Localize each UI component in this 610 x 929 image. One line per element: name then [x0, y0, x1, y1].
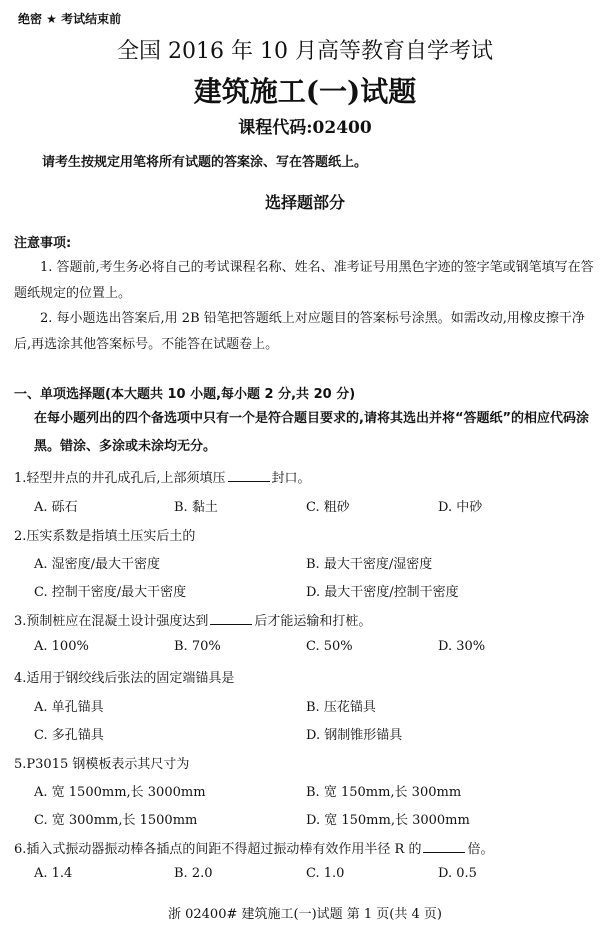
option-c: C. 粗砂	[306, 500, 350, 515]
option-c: C. 50%	[306, 639, 353, 654]
option-c: C. 多孔锚具	[34, 728, 104, 743]
option-a: A. 100%	[34, 639, 89, 654]
option-a: A. 1.4	[34, 866, 73, 881]
stem-text: 倍。	[467, 842, 494, 857]
option-b: B. 最大干密度/湿密度	[306, 557, 433, 572]
option-d: D. 最大干密度/控制干密度	[306, 585, 459, 600]
option-c: C. 宽 300mm,长 1500mm	[34, 813, 198, 828]
note-item-1	[14, 255, 598, 307]
option-b: B. 黏土	[174, 500, 218, 515]
stem-text: 封口。	[271, 471, 311, 486]
question-4-stem: 4.适用于钢绞线后张法的固定端锚具是	[14, 671, 235, 686]
option-b: B. 压花锚具	[306, 700, 376, 715]
question-6-stem	[14, 838, 493, 857]
option-c: C. 控制干密度/最大干密度	[34, 585, 187, 600]
option-d: D. 宽 150mm,长 3000mm	[306, 813, 470, 828]
option-a: A. 湿密度/最大干密度	[34, 557, 161, 572]
option-b: B. 70%	[174, 639, 221, 654]
question-1-stem	[14, 467, 311, 486]
answer-blank	[423, 840, 465, 853]
stem-text: 后才能运输和打桩。	[254, 614, 372, 629]
option-a: A. 单孔锚具	[34, 700, 104, 715]
answer-instruction: 请考生按规定用笔将所有试题的答案涂、写在答题纸上。	[42, 155, 368, 170]
page-footer: 浙 02400# 建筑施工(一)试题 第 1 页(共 4 页)	[167, 907, 442, 922]
answer-blank	[228, 469, 270, 482]
stem-text: 6.插入式振动器振动棒各插点的间距不得超过振动棒有效作用半径 R 的	[14, 842, 422, 857]
option-a: A. 宽 1500mm,长 3000mm	[34, 785, 206, 800]
option-a: A. 砾石	[34, 500, 78, 515]
answer-blank	[210, 612, 252, 625]
confidential-mark: 绝密 ★ 考试结束前	[18, 12, 122, 26]
subject-title: 建筑施工(一)试题	[193, 75, 417, 108]
question-5-stem: 5.P3015 钢模板表示其尺寸为	[14, 757, 190, 772]
note-text: 1. 答题前,考生务必将自己的考试课程名称、姓名、准考证号用黑色字迹的签字笔或钢笔填写在答题纸规定的位置上。	[14, 260, 594, 301]
option-d: D. 0.5	[438, 866, 477, 881]
option-b: B. 宽 150mm,长 300mm	[306, 785, 462, 800]
course-code: 课程代码:02400	[238, 118, 372, 138]
part1-description: 在每小题列出的四个备选项中只有一个是符合题目要求的,请将其选出并将“答题纸”的相应代码涂黑。错涂、多涂或未涂均无分。	[34, 411, 590, 454]
option-d: D. 30%	[438, 639, 486, 654]
stem-text: 1.轻型井点的井孔成孔后,上部须填压	[14, 471, 226, 486]
option-d: D. 钢制锥形锚具	[306, 728, 403, 743]
stem-text: 3.预制桩应在混凝土设计强度达到	[14, 614, 209, 629]
question-2-stem: 2.压实系数是指填土压实后土的	[14, 529, 196, 544]
question-3-stem	[14, 610, 371, 629]
notes-heading: 注意事项:	[14, 236, 72, 251]
note-item-2	[14, 306, 598, 358]
part1-heading: 一、单项选择题(本大题共 10 小题,每小题 2 分,共 20 分)	[14, 387, 356, 402]
option-d: D. 中砂	[438, 500, 483, 515]
option-c: C. 1.0	[306, 866, 345, 881]
exam-title: 全国 2016 年 10 月高等教育自学考试	[117, 39, 493, 64]
option-b: B. 2.0	[174, 866, 213, 881]
section-title: 选择题部分	[264, 193, 345, 212]
note-text: 2. 每小题选出答案后,用 2B 铅笔把答题纸上对应题目的答案标号涂黑。如需改动,用橡皮擦干净后,再选涂其他答案标号。不能答在试题卷上。	[14, 311, 585, 352]
